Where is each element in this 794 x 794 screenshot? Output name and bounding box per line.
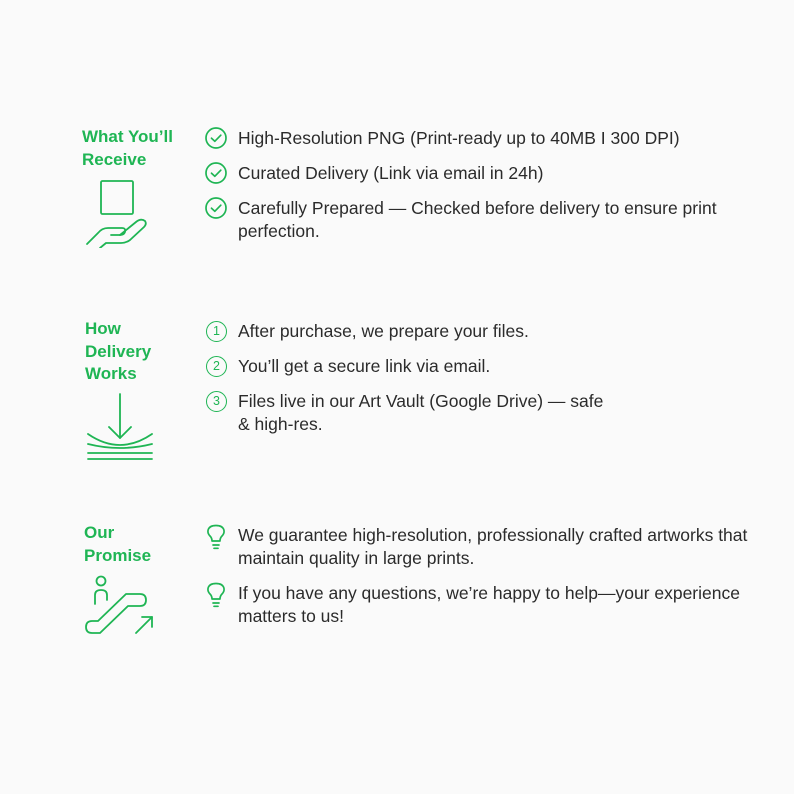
item-text: Carefully Prepared — Checked before delivery to ensure print perfection. — [238, 198, 717, 241]
section-heading: How Delivery Works — [85, 319, 152, 383]
check-circle-icon — [205, 197, 229, 221]
section-heading-block — [84, 522, 151, 567]
item-list — [205, 320, 765, 448]
section-heading: What You’ll Receive — [82, 127, 173, 169]
step-number: 1 — [206, 321, 227, 342]
numbered-circle-icon — [205, 390, 229, 414]
list-item — [205, 390, 765, 436]
section-heading-block — [82, 126, 173, 171]
item-text: You’ll get a secure link via email. — [238, 356, 491, 376]
list-item — [205, 524, 765, 570]
item-list — [205, 127, 765, 255]
list-item — [205, 582, 765, 628]
numbered-circle-icon — [205, 320, 229, 344]
lightbulb-icon — [205, 524, 229, 548]
list-item — [205, 320, 765, 343]
list-item — [205, 355, 765, 378]
step-number: 2 — [206, 356, 227, 377]
item-list — [205, 524, 765, 640]
download-arrow-icon — [84, 392, 156, 462]
section-heading-block — [85, 318, 151, 386]
lightbulb-icon — [205, 582, 229, 606]
item-text: If you have any questions, we’re happy to help—your experience matters to us! — [238, 583, 740, 626]
item-text: Files live in our Art Vault (Google Drive) — safe & high-res. — [238, 391, 604, 434]
numbered-circle-icon — [205, 355, 229, 379]
section-heading: Our Promise — [84, 523, 152, 565]
hand-holding-square-icon — [84, 178, 152, 248]
step-number: 3 — [206, 391, 227, 412]
item-text: High-Resolution PNG (Print-ready up to 40MB I 300 DPI) — [238, 128, 680, 148]
item-text: We guarantee high-resolution, professionally crafted artworks that maintain quality in large prints. — [238, 525, 748, 568]
item-text: Curated Delivery (Link via email in 24h) — [238, 163, 544, 183]
escalator-icon — [84, 575, 156, 637]
item-text: After purchase, we prepare your files. — [238, 321, 529, 341]
check-circle-icon — [205, 127, 229, 151]
list-item — [205, 127, 765, 150]
list-item — [205, 162, 765, 185]
check-circle-icon — [205, 162, 229, 186]
list-item — [205, 197, 765, 243]
